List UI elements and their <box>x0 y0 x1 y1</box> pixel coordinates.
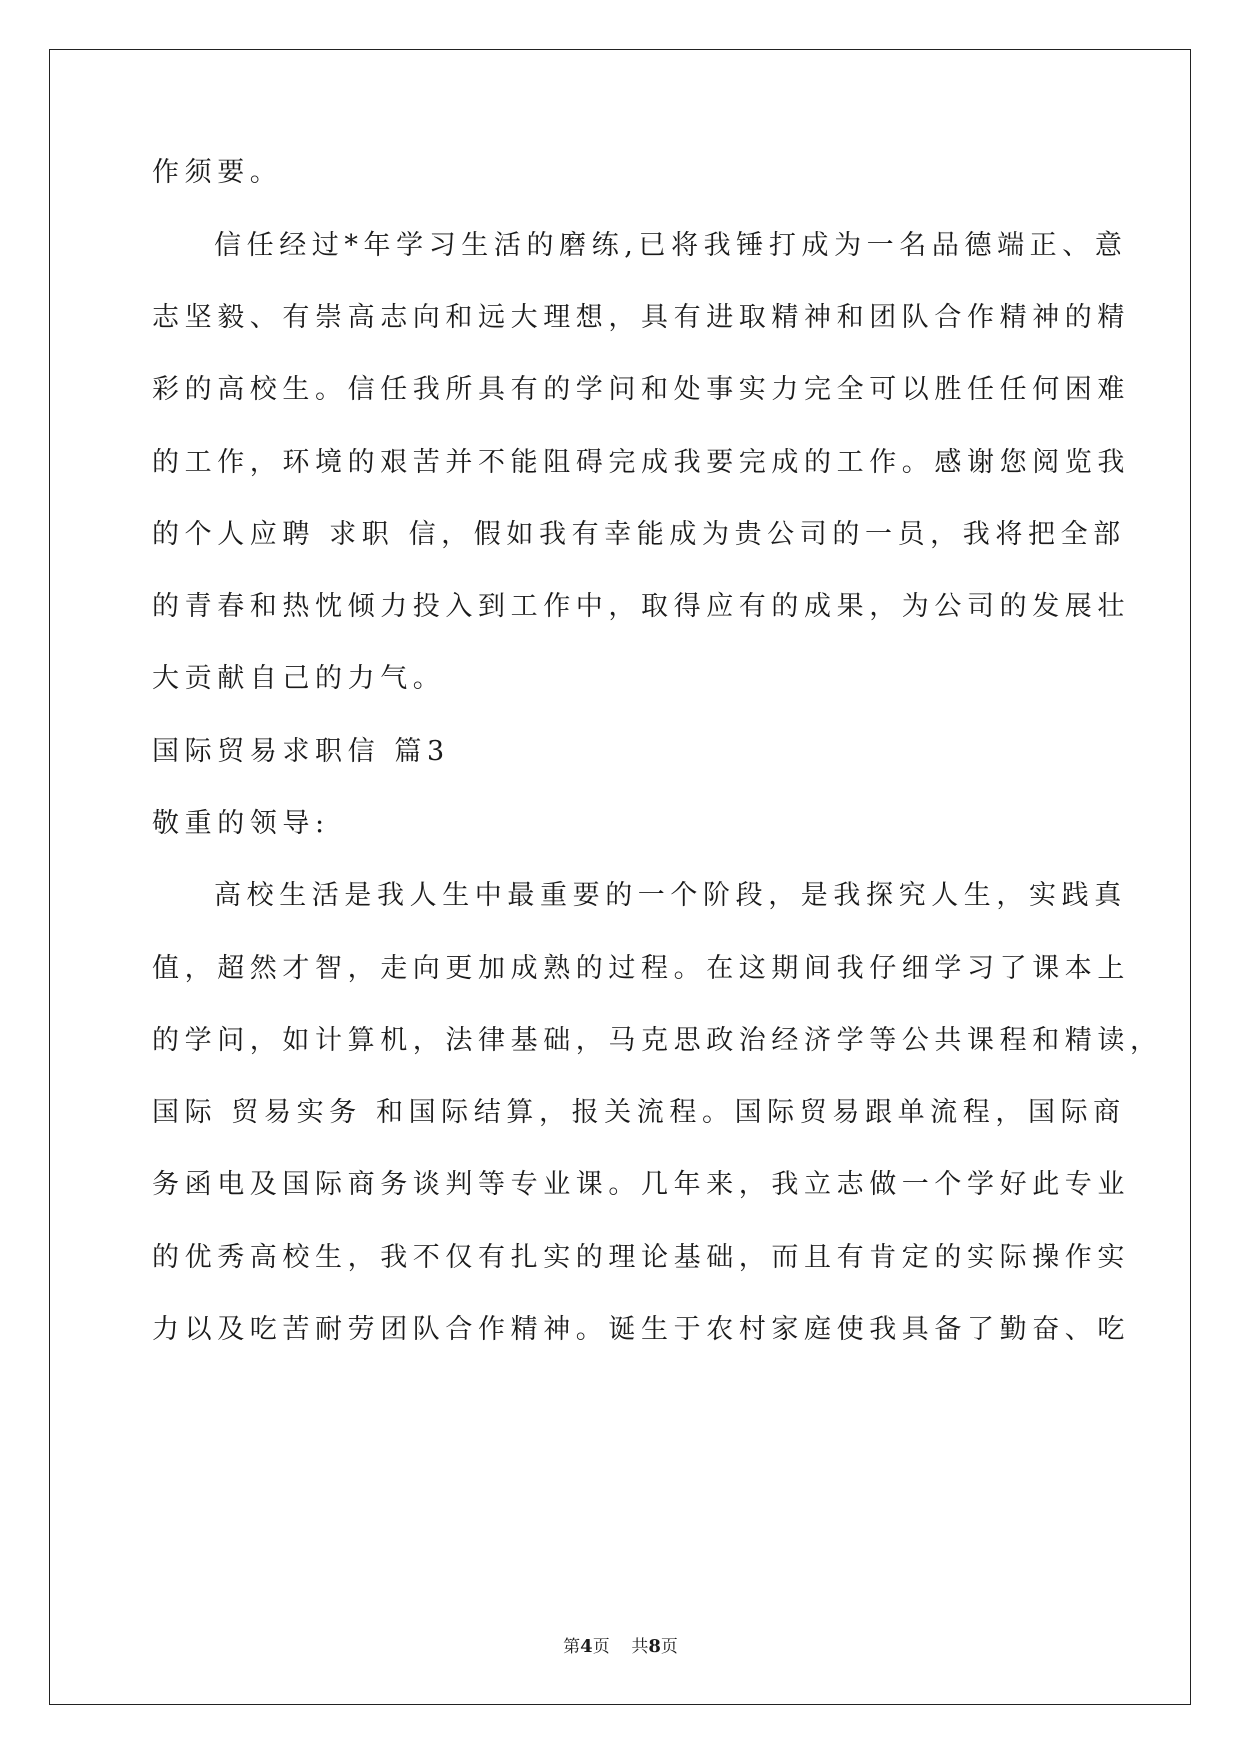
total-prefix: 共 <box>631 1637 649 1657</box>
text-line: 大贡献自己的力气。 <box>152 663 446 694</box>
text-line: 值，超然才智，走向更加成熟的过程。在这期间我仔细学习了课本上 <box>152 953 1130 984</box>
page-suffix: 页 <box>592 1637 610 1657</box>
salutation: 敬重的领导: <box>152 808 330 839</box>
total-pages: 8 <box>648 1636 661 1657</box>
text-line: 信任经过*年学习生活的磨练,已将我锤打成为一名品德端正、意 <box>214 230 1128 261</box>
text-line: 力以及吃苦耐劳团队合作精神。诞生于农村家庭使我具备了勤奋、吃 <box>152 1314 1130 1345</box>
text-line: 国际 贸易实务 和国际结算，报关流程。国际贸易跟单流程，国际商 <box>152 1097 1126 1128</box>
text-line: 务函电及国际商务谈判等专业课。几年来，我立志做一个学好此专业 <box>152 1169 1130 1200</box>
page-footer <box>0 1632 1241 1657</box>
text-line: 的工作，环境的艰苦并不能阻碍完成我要完成的工作。感谢您阅览我 <box>152 447 1130 478</box>
page-prefix: 第 <box>563 1637 581 1657</box>
section-heading: 国际贸易求职信 篇3 <box>152 736 450 767</box>
text-line: 的学问，如计算机，法律基础，马克思政治经济学等公共课程和精读， <box>152 1025 1163 1056</box>
text-line: 的青春和热忱倾力投入到工作中，取得应有的成果，为公司的发展壮 <box>152 591 1130 622</box>
text-line: 志坚毅、有崇高志向和远大理想，具有进取精神和团队合作精神的精 <box>152 302 1130 333</box>
text-line: 高校生活是我人生中最重要的一个阶段，是我探究人生，实践真 <box>214 880 1127 911</box>
text-line: 彩的高校生。信任我所具有的学问和处事实力完全可以胜任任何困难 <box>152 374 1130 405</box>
text-line: 的个人应聘 求职 信，假如我有幸能成为贵公司的一员，我将把全部 <box>152 519 1126 550</box>
text-line: 的优秀高校生，我不仅有扎实的理论基础，而且有肯定的实际操作实 <box>152 1242 1130 1273</box>
text-line: 作须要。 <box>152 157 283 188</box>
page-number: 4 <box>580 1636 593 1657</box>
total-suffix: 页 <box>660 1637 678 1657</box>
